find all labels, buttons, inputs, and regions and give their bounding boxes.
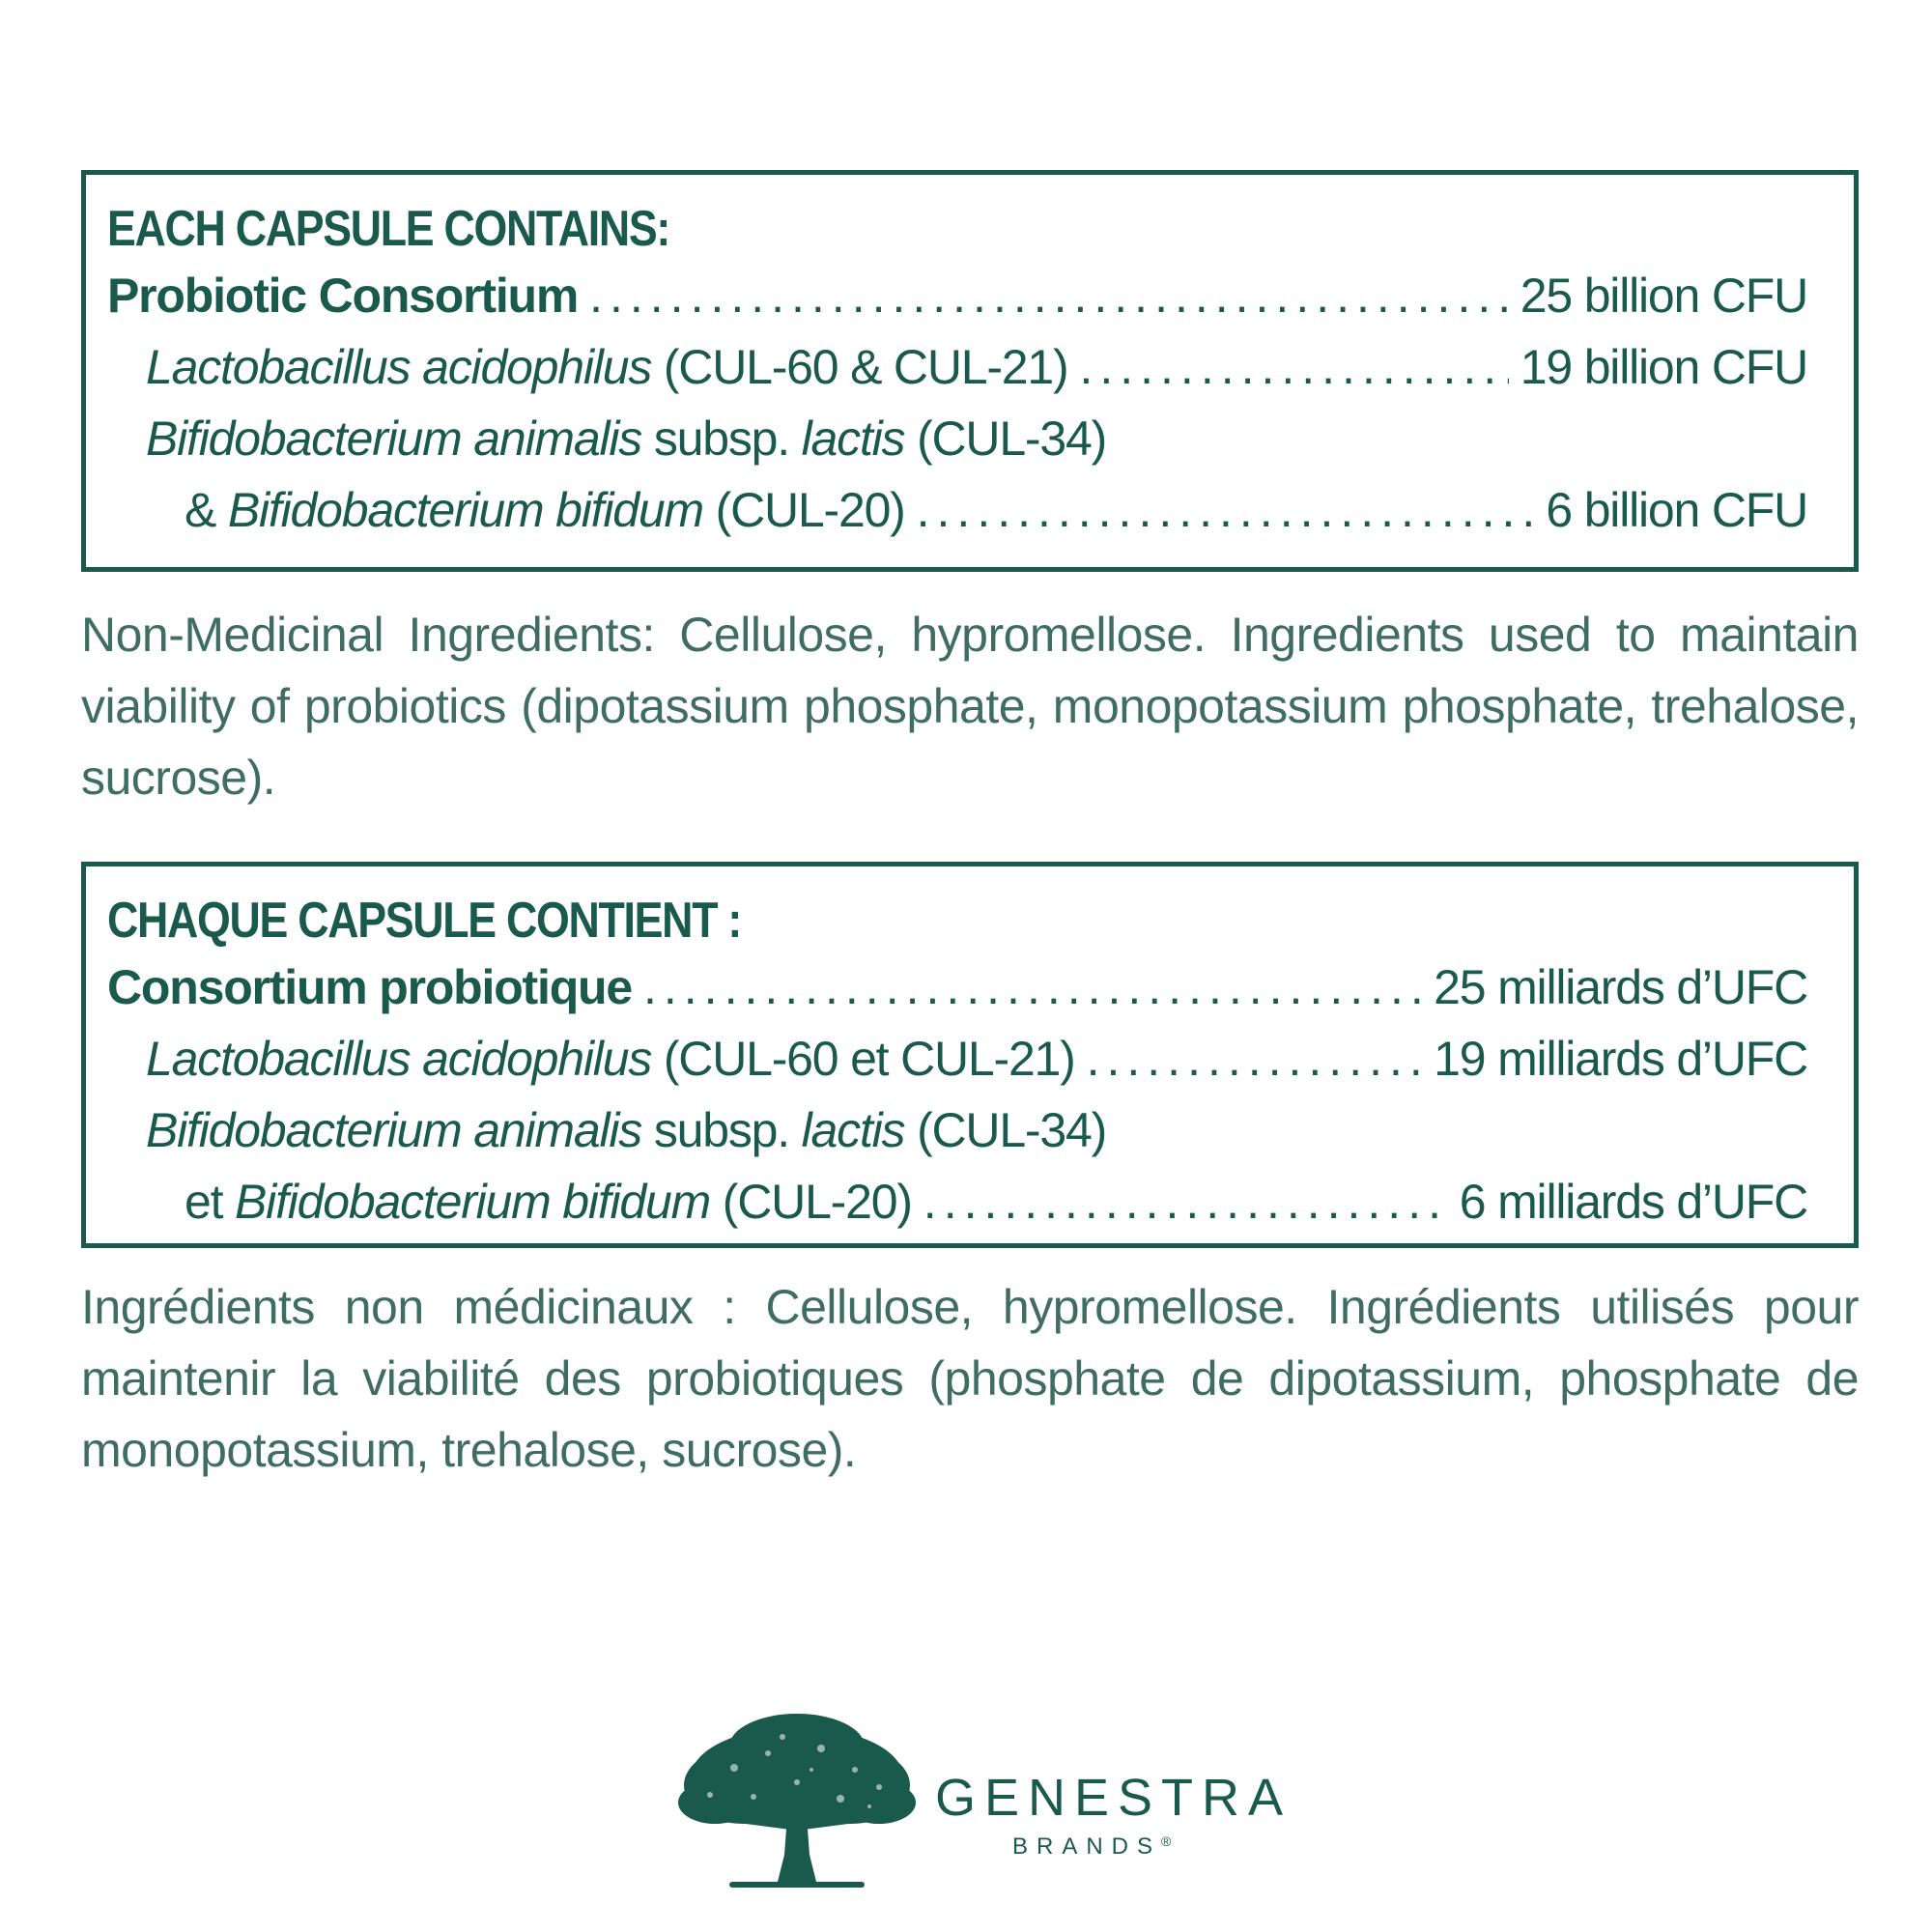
consortium-name: Probiotic Consortium [107, 269, 579, 323]
leader-dots [1079, 331, 1508, 403]
english-strain1-row [107, 331, 1807, 403]
french-strain1-row [107, 1023, 1807, 1094]
english-ingredients-panel [81, 170, 1859, 572]
leader-dots [589, 260, 1509, 331]
genestra-logo [676, 1710, 1293, 1903]
strain1-amount: 19 milliards d’UFC [1434, 1032, 1807, 1086]
leader-dots [1087, 1023, 1423, 1094]
strain2-name: & Bifidobacterium bifidum (CUL-20) [185, 483, 905, 537]
french-consortium-row [107, 952, 1807, 1023]
strain1-amount: 19 billion CFU [1520, 340, 1807, 394]
english-heading: EACH CAPSULE CONTAINS: [107, 201, 669, 257]
consortium-amount: 25 milliards d’UFC [1434, 960, 1807, 1014]
french-strain2-line1: Bifidobacterium animalis subsp. lactis (CUL-34) [146, 1103, 1107, 1157]
consortium-name: Consortium probiotique [107, 960, 632, 1014]
strain2-name: et Bifidobacterium bifidum (CUL-20) [185, 1175, 912, 1229]
french-strain2-line2 [107, 1166, 1807, 1237]
english-consortium-row [107, 260, 1807, 331]
tree-icon [676, 1710, 918, 1903]
english-non-medicinal-text: Non-Medicinal Ingredients: Cellulose, hypromellose. Ingredients used to maintain viability of probiotics (dipotassium phosphate, monopotassium phosphate, trehalose, sucrose). [81, 608, 1859, 805]
strain2-amount: 6 milliards d’UFC [1459, 1175, 1807, 1229]
brand-sub: BRANDS® [1012, 1833, 1172, 1860]
consortium-amount: 25 billion CFU [1520, 269, 1807, 323]
leader-dots [923, 1166, 1448, 1237]
strain2-amount: 6 billion CFU [1546, 483, 1807, 537]
english-strain2-line2 [107, 474, 1807, 546]
french-non-medicinal-text: Ingrédients non médicinaux : Cellulose, hypromellose. Ingrédients utilisés pour maintenir la viabilité des probiotiques (phosphate de dipotassium, phosphate de monopotassium, trehalose, sucrose). [81, 1280, 1859, 1477]
french-heading: CHAQUE CAPSULE CONTIENT : [107, 893, 741, 949]
strain1-name: Lactobacillus acidophilus (CUL-60 & CUL-21) [146, 340, 1068, 394]
leader-dots [917, 474, 1535, 546]
strain1-name: Lactobacillus acidophilus (CUL-60 et CUL-21) [146, 1032, 1075, 1086]
french-ingredients-panel [81, 862, 1859, 1248]
leader-dots [643, 952, 1422, 1023]
english-strain2-line1: Bifidobacterium animalis subsp. lactis (CUL-34) [146, 412, 1107, 466]
brand-name: GENESTRA [935, 1769, 1293, 1827]
